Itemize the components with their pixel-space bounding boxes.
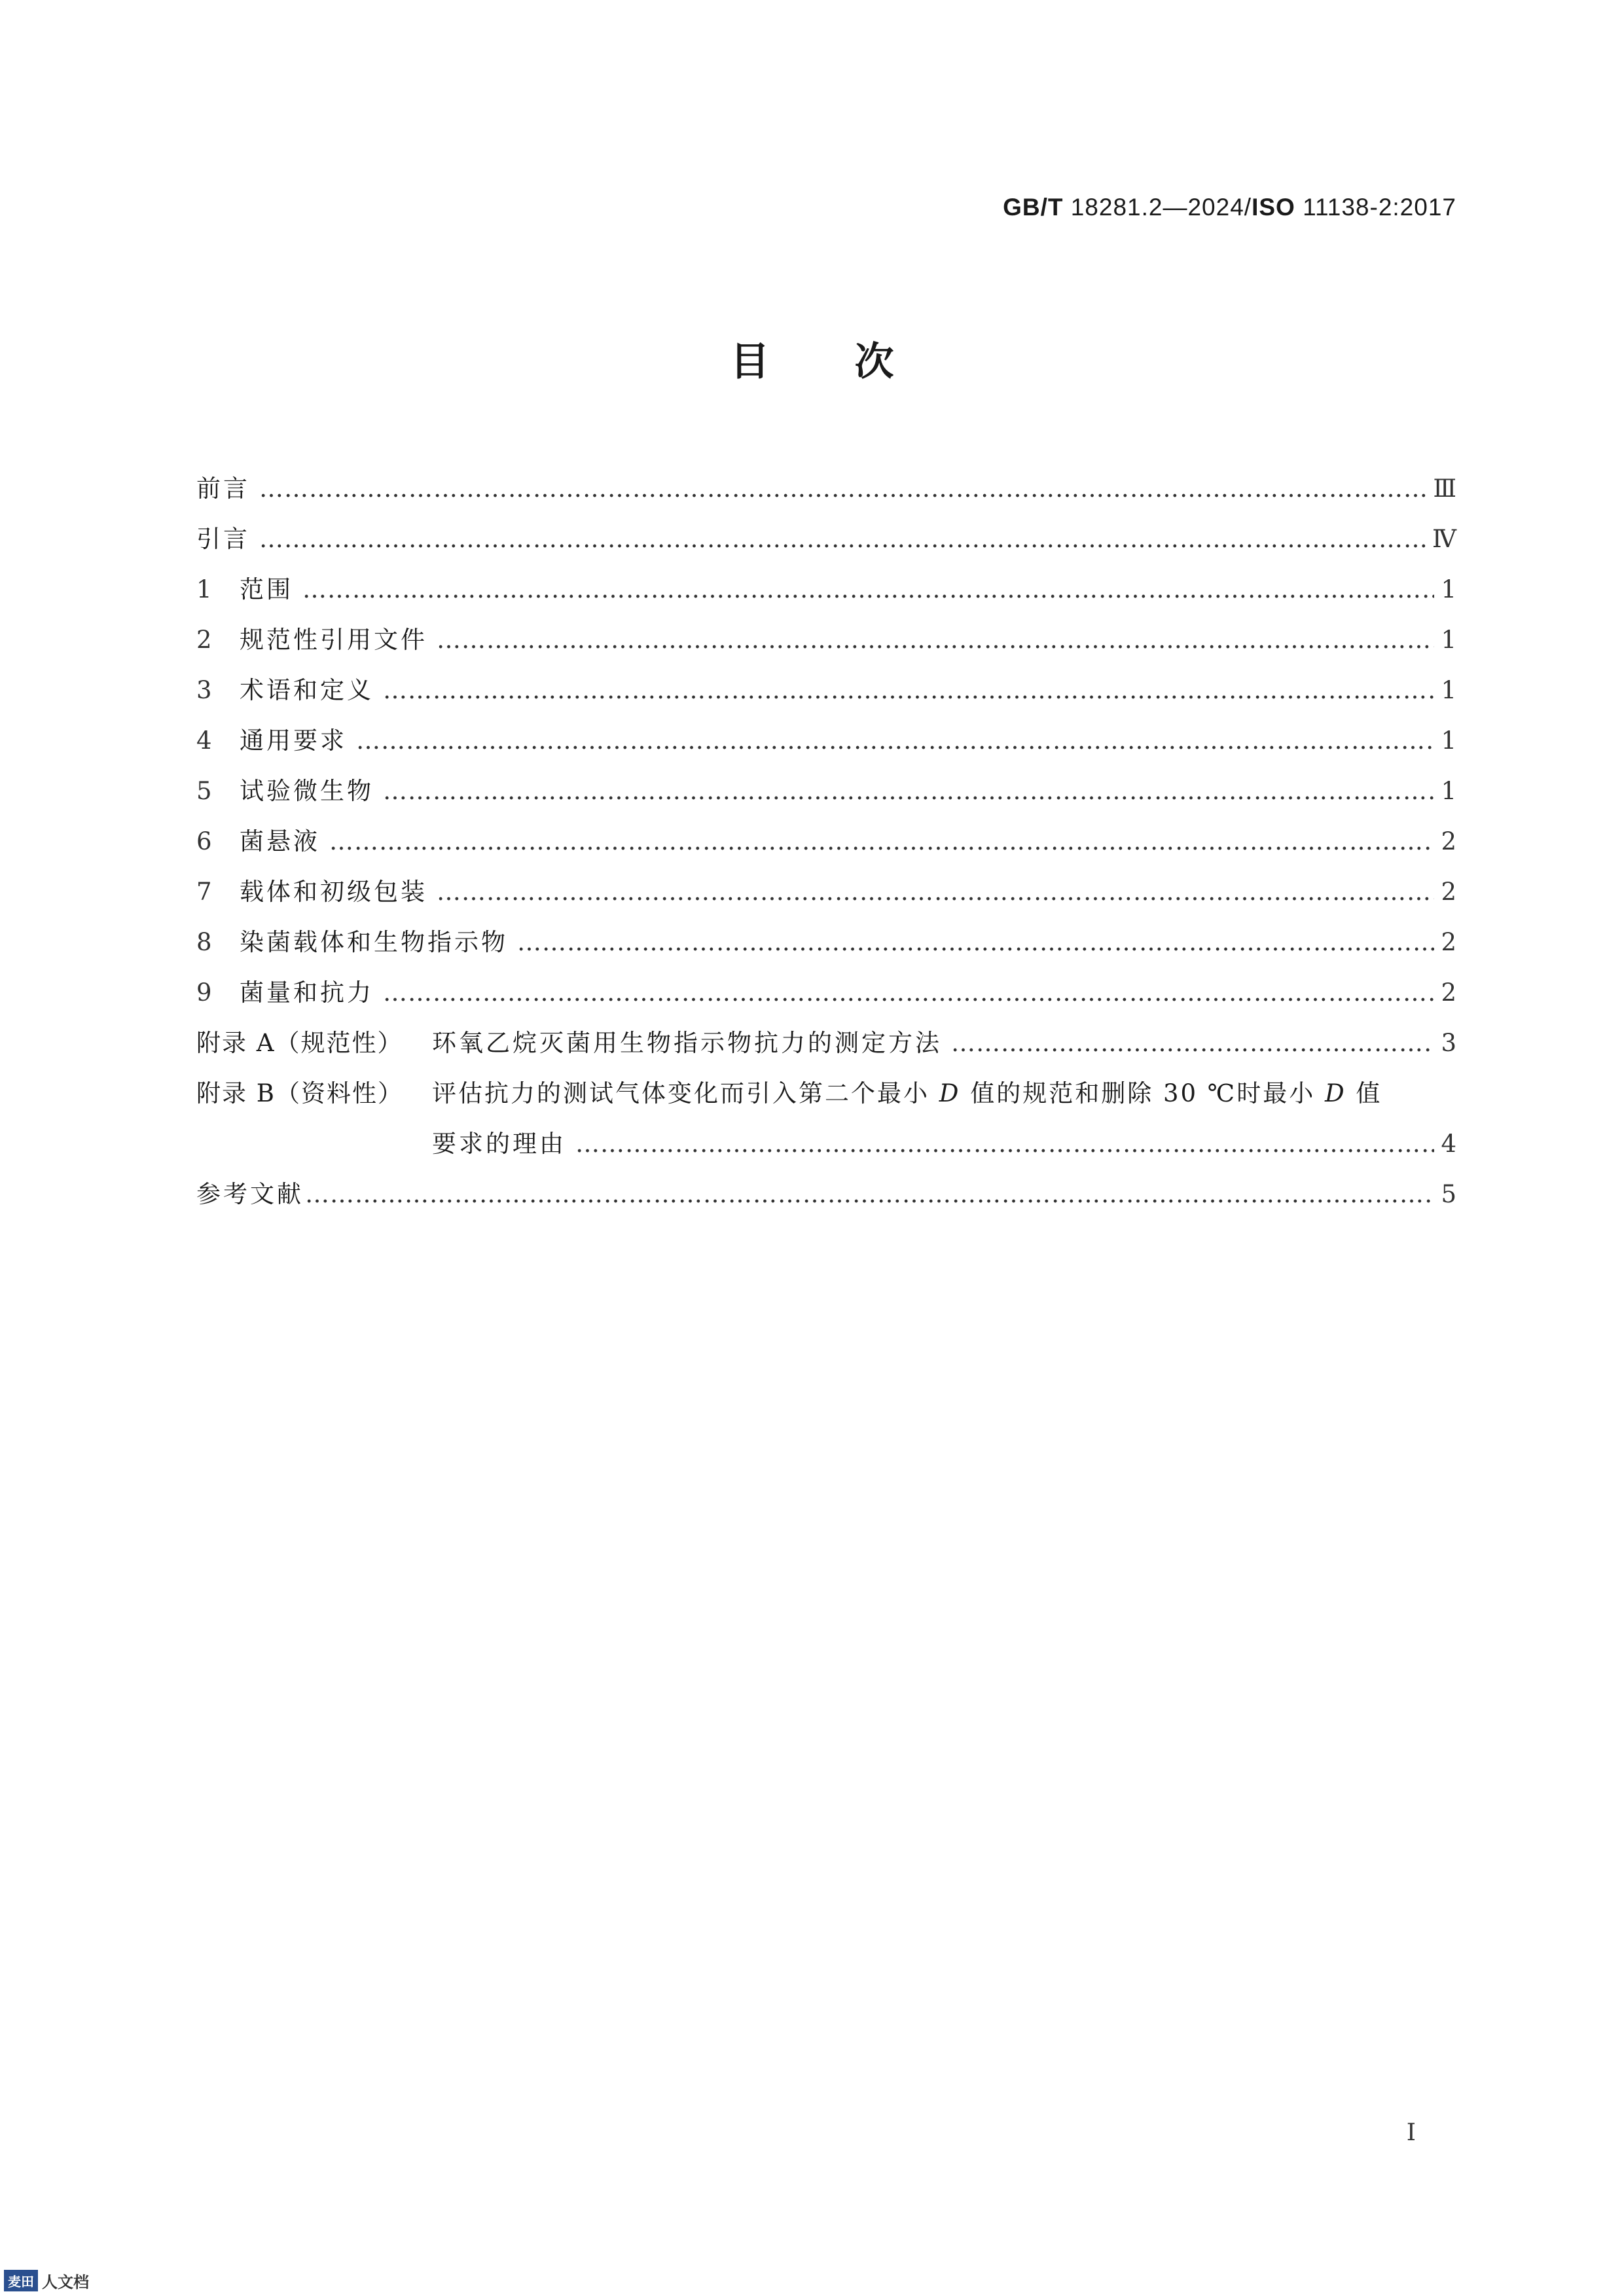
toc-entry-annex-b-continued[interactable]: [196, 1119, 1456, 1169]
toc-entry-page: 2: [1441, 878, 1456, 906]
toc-dot-leader: [259, 463, 1429, 514]
toc-entry-number: 7: [196, 878, 212, 906]
table-of-contents: [196, 463, 1456, 1219]
toc-entry-page: 2: [1441, 827, 1456, 855]
toc-entry-label: 试验微生物: [240, 777, 374, 805]
toc-dot-leader: [259, 514, 1428, 564]
toc-entry-annex-b[interactable]: [196, 1068, 1456, 1119]
standard-code-part: 18281.2—2024/: [1063, 194, 1252, 221]
toc-entry-number: 8: [196, 928, 212, 956]
toc-entry-number: 3: [196, 676, 212, 704]
toc-entry-number: 4: [196, 726, 212, 755]
toc-entry-page: Ⅳ: [1432, 525, 1456, 553]
toc-entry-page: 1: [1441, 626, 1456, 654]
toc-dot-leader: [951, 1018, 1434, 1068]
toc-entry[interactable]: [196, 715, 1456, 766]
toc-entry[interactable]: [196, 766, 1456, 816]
toc-entry-page: 5: [1441, 1180, 1456, 1208]
toc-dot-leader: [302, 564, 1434, 615]
watermark-text: 人文档: [42, 2273, 89, 2291]
toc-entry-number: 2: [196, 626, 212, 654]
label-text: 评估抗力的测试气体变化而引入第二个最小: [432, 1079, 939, 1107]
watermark-logo: 麦田: [4, 2270, 38, 2291]
toc-entry[interactable]: [196, 514, 1456, 564]
label-text: 值: [1346, 1079, 1382, 1107]
toc-entry-number: 1: [196, 575, 212, 603]
toc-title: 目次: [730, 339, 979, 385]
toc-entry-label-line2: 要求的理由: [432, 1130, 566, 1158]
toc-dot-leader: [383, 766, 1434, 816]
toc-entry-label: 菌量和抗力: [240, 978, 374, 1007]
toc-entry[interactable]: [196, 564, 1456, 615]
toc-entry[interactable]: [196, 615, 1456, 665]
toc-entry-annex-prefix: 附录 A（规范性）: [196, 1029, 403, 1057]
toc-entry-number: 6: [196, 827, 212, 855]
toc-entry-page: Ⅲ: [1433, 475, 1456, 503]
standard-code: [1003, 194, 1456, 221]
toc-dot-leader: [575, 1119, 1434, 1169]
toc-entry[interactable]: [196, 867, 1456, 917]
toc-entry-label: 载体和初级包装: [240, 878, 427, 906]
toc-entry-label: 前言: [196, 475, 250, 503]
toc-entry[interactable]: [196, 816, 1456, 867]
toc-dot-leader: [517, 917, 1434, 967]
page-number: I: [1406, 2119, 1416, 2146]
toc-entry[interactable]: [196, 463, 1456, 514]
toc-entry-label: 染菌载体和生物指示物: [240, 928, 508, 956]
toc-entry-label: 引言: [196, 525, 250, 553]
toc-entry-page: 1: [1441, 726, 1456, 755]
toc-entry-page: 1: [1441, 575, 1456, 603]
toc-entry-label: 环氧乙烷灭菌用生物指示物抗力的测定方法: [432, 1029, 942, 1057]
label-text-italic: D: [1324, 1079, 1346, 1107]
toc-dot-leader: [329, 816, 1434, 867]
toc-dot-leader: [383, 665, 1434, 715]
toc-entry-page: 1: [1441, 777, 1456, 805]
toc-entry-annex-prefix: 附录 B（资料性）: [196, 1079, 403, 1107]
toc-entries: [196, 463, 1456, 1018]
toc-entry-label: 通用要求: [240, 726, 347, 755]
toc-entry-label: 范围: [240, 575, 293, 603]
toc-entry-page: 4: [1441, 1130, 1456, 1158]
toc-entry[interactable]: [196, 665, 1456, 715]
toc-entry[interactable]: [196, 917, 1456, 967]
label-text-italic: D: [939, 1079, 961, 1107]
toc-dot-leader: [305, 1169, 1434, 1219]
toc-entry[interactable]: [196, 967, 1456, 1018]
watermark: [4, 2269, 89, 2292]
toc-entry-label-line1: [432, 1068, 1456, 1119]
standard-code-part: GB/T: [1003, 194, 1064, 221]
toc-entry-references[interactable]: [196, 1169, 1456, 1219]
toc-entry-number: 5: [196, 777, 212, 805]
toc-entry-annex-a[interactable]: [196, 1018, 1456, 1068]
toc-dot-leader: [383, 967, 1434, 1018]
label-text: 值的规范和删除 30 ℃时最小: [960, 1079, 1325, 1107]
standard-code-part: 11138-2:2017: [1295, 194, 1456, 221]
toc-dot-leader: [356, 715, 1434, 766]
toc-entry-number: 9: [196, 978, 212, 1007]
toc-entry-label: 规范性引用文件: [240, 626, 427, 654]
toc-entry-page: 2: [1441, 928, 1456, 956]
toc-entry-page: 1: [1441, 676, 1456, 704]
toc-entry-label: 菌悬液: [240, 827, 320, 855]
standard-code-part: ISO: [1252, 194, 1295, 221]
toc-dot-leader: [437, 867, 1434, 917]
toc-entry-label: 术语和定义: [240, 676, 374, 704]
toc-entry-label: 参考文献: [196, 1180, 304, 1208]
toc-dot-leader: [437, 615, 1434, 665]
toc-entry-page: 3: [1441, 1029, 1456, 1057]
toc-entry-page: 2: [1441, 978, 1456, 1007]
